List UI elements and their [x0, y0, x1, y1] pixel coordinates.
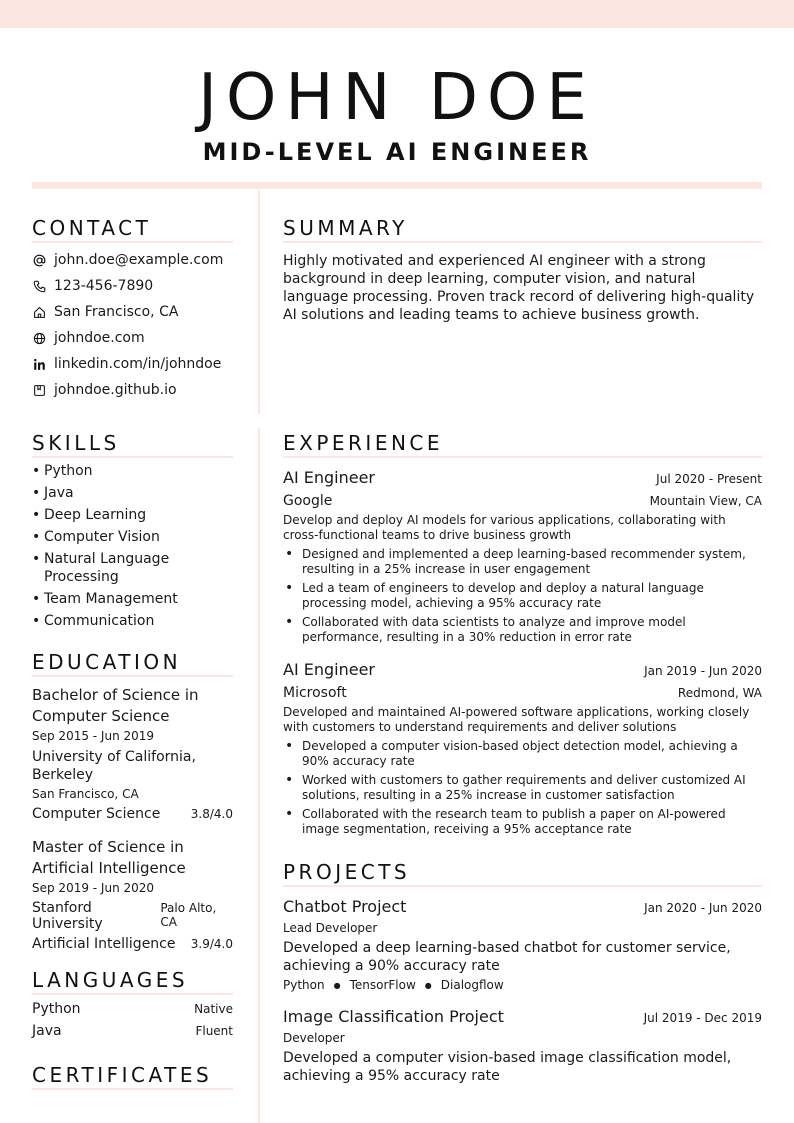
contact-email-text: john.doe@example.com	[54, 252, 224, 268]
project-dates: Jan 2020 - Jun 2020	[644, 901, 762, 915]
summary-text: Highly motivated and experienced AI engineer with a strong background in deep learning, computer vision, and natural language processing. Proven track record of delivering high-quality AI solutions and leading teams to achieve business growth.	[283, 253, 755, 323]
language-row	[32, 1001, 233, 1023]
school-location: San Francisco, CA	[32, 787, 139, 801]
contact-github[interactable]	[32, 377, 233, 403]
experience-heading: EXPERIENCE	[283, 431, 762, 458]
summary-heading: SUMMARY	[283, 216, 762, 243]
project-entry	[283, 1006, 762, 1085]
phone-icon	[32, 279, 46, 293]
education-entry	[32, 685, 233, 822]
skill-item: • Java	[32, 485, 74, 501]
projects-heading: PROJECTS	[283, 860, 762, 887]
company: Google	[283, 493, 333, 509]
education-section	[32, 650, 233, 952]
contact-linkedin-text: linkedin.com/in/johndoe	[54, 356, 222, 372]
contact-phone-text: 123-456-7890	[54, 278, 154, 294]
contact-location	[32, 299, 233, 325]
skill-item: • Natural Language Processing	[32, 551, 170, 585]
contact-phone[interactable]	[32, 273, 233, 299]
language-level: Fluent	[195, 1024, 233, 1038]
column-divider-top	[258, 190, 260, 414]
language-name: Python	[32, 1001, 81, 1017]
linkedin-icon	[32, 357, 46, 371]
experience-section	[283, 431, 762, 837]
language-row	[32, 1023, 233, 1045]
education-dates: Sep 2019 - Jun 2020	[32, 881, 155, 895]
project-tag: TensorFlow	[349, 978, 416, 992]
school: Stanford University	[32, 900, 103, 932]
skills-heading: SKILLS	[32, 431, 233, 458]
project-tag: Python	[283, 978, 325, 992]
company: Microsoft	[283, 685, 347, 701]
job-bullet: • Led a team of engineers to develop and deploy a natural language processing model, achieving a 95% accuracy rate	[285, 580, 704, 610]
contact-heading: CONTACT	[32, 216, 233, 243]
contact-website-text: johndoe.com	[54, 330, 145, 346]
field-of-study: Artificial Intelligence	[32, 936, 176, 952]
language-name: Java	[32, 1023, 62, 1039]
candidate-name: JOHN DOE	[198, 61, 596, 135]
tag-separator: ●	[424, 980, 432, 990]
github-icon	[32, 383, 46, 397]
top-accent-bar	[0, 0, 794, 28]
project-description: Developed a computer vision-based image classification model, achieving a 95% accuracy rate	[283, 1050, 732, 1084]
education-entry	[32, 837, 233, 952]
skill-item: • Python	[32, 463, 93, 479]
job-bullet: • Designed and implemented a deep learning-based recommender system, resulting in a 25% increase in user engagement	[285, 546, 746, 576]
contact-email[interactable]	[32, 247, 233, 273]
job-location: Mountain View, CA	[649, 494, 762, 508]
job-title: AI Engineer	[283, 660, 376, 679]
project-entry	[283, 896, 762, 992]
project-role: Developer	[283, 1031, 345, 1045]
job-location: Redmond, WA	[677, 686, 762, 700]
tag-separator: ●	[333, 980, 341, 990]
skill-item: • Deep Learning	[32, 507, 147, 523]
globe-icon	[32, 331, 46, 345]
education-dates: Sep 2015 - Jun 2019	[32, 729, 155, 743]
project-name: Chatbot Project	[283, 897, 407, 916]
contact-github-text: johndoe.github.io	[54, 382, 177, 398]
project-name: Image Classification Project	[283, 1007, 504, 1026]
job-entry	[283, 659, 762, 837]
gpa: 3.9/4.0	[190, 937, 233, 951]
language-level: Native	[194, 1002, 233, 1016]
at-icon	[32, 253, 46, 267]
contact-website[interactable]	[32, 325, 233, 351]
certificates-heading: CERTIFICATES	[32, 1063, 233, 1090]
project-tags	[283, 978, 762, 992]
skills-section	[32, 431, 233, 630]
job-dates: Jul 2020 - Present	[656, 472, 762, 486]
job-bullet: • Collaborated with the research team to publish a paper on AI-powered image segmentation, receiving a 95% acceptance rate	[285, 806, 726, 836]
languages-heading: LANGUAGES	[32, 968, 233, 995]
project-role: Lead Developer	[283, 921, 378, 935]
projects-section	[283, 860, 762, 1085]
job-entry	[283, 467, 762, 645]
degree: Bachelor of Science in Computer Science	[32, 686, 199, 725]
gpa: 3.8/4.0	[190, 807, 233, 821]
contact-location-text: San Francisco, CA	[54, 304, 179, 320]
project-dates: Jul 2019 - Dec 2019	[643, 1011, 762, 1025]
job-title: AI Engineer	[283, 468, 376, 487]
certificates-section	[32, 1063, 233, 1090]
skill-item: • Computer Vision	[32, 529, 160, 545]
contact-linkedin[interactable]	[32, 351, 233, 377]
header-divider	[32, 182, 762, 189]
job-description: Develop and deploy AI models for various applications, collaborating with cross-functional teams to drive business growth	[283, 513, 726, 542]
job-bullet: • Collaborated with data scientists to analyze and improve model performance, resulting in a 30% reduction in error rate	[285, 614, 686, 644]
project-description: Developed a deep learning-based chatbot for customer service, achieving a 90% accuracy rate	[283, 940, 731, 974]
job-bullet: • Worked with customers to gather requirements and deliver customized AI solutions, resulting in a 25% increase in customer satisfaction	[285, 772, 746, 802]
skill-item: • Communication	[32, 613, 155, 629]
summary-section	[283, 216, 762, 324]
degree: Master of Science in Artificial Intelligence	[32, 838, 186, 877]
school-location: Palo Alto, CA	[160, 901, 217, 929]
project-tag: Dialogflow	[440, 978, 504, 992]
languages-section	[32, 968, 233, 1045]
column-divider-bottom	[258, 428, 260, 1123]
education-heading: EDUCATION	[32, 650, 233, 677]
school: University of California, Berkeley	[32, 749, 196, 783]
field-of-study: Computer Science	[32, 806, 161, 822]
job-bullet: • Developed a computer vision-based object detection model, achieving a 90% accuracy rate	[285, 738, 738, 768]
candidate-role: MID-LEVEL AI ENGINEER	[202, 138, 592, 166]
job-description: Developed and maintained AI-powered software applications, working closely with customers to understand requirements and deliver solutions	[283, 705, 750, 734]
job-dates: Jan 2019 - Jun 2020	[644, 664, 762, 678]
home-icon	[32, 305, 46, 319]
contact-section	[32, 216, 233, 403]
skill-item: • Team Management	[32, 591, 178, 607]
